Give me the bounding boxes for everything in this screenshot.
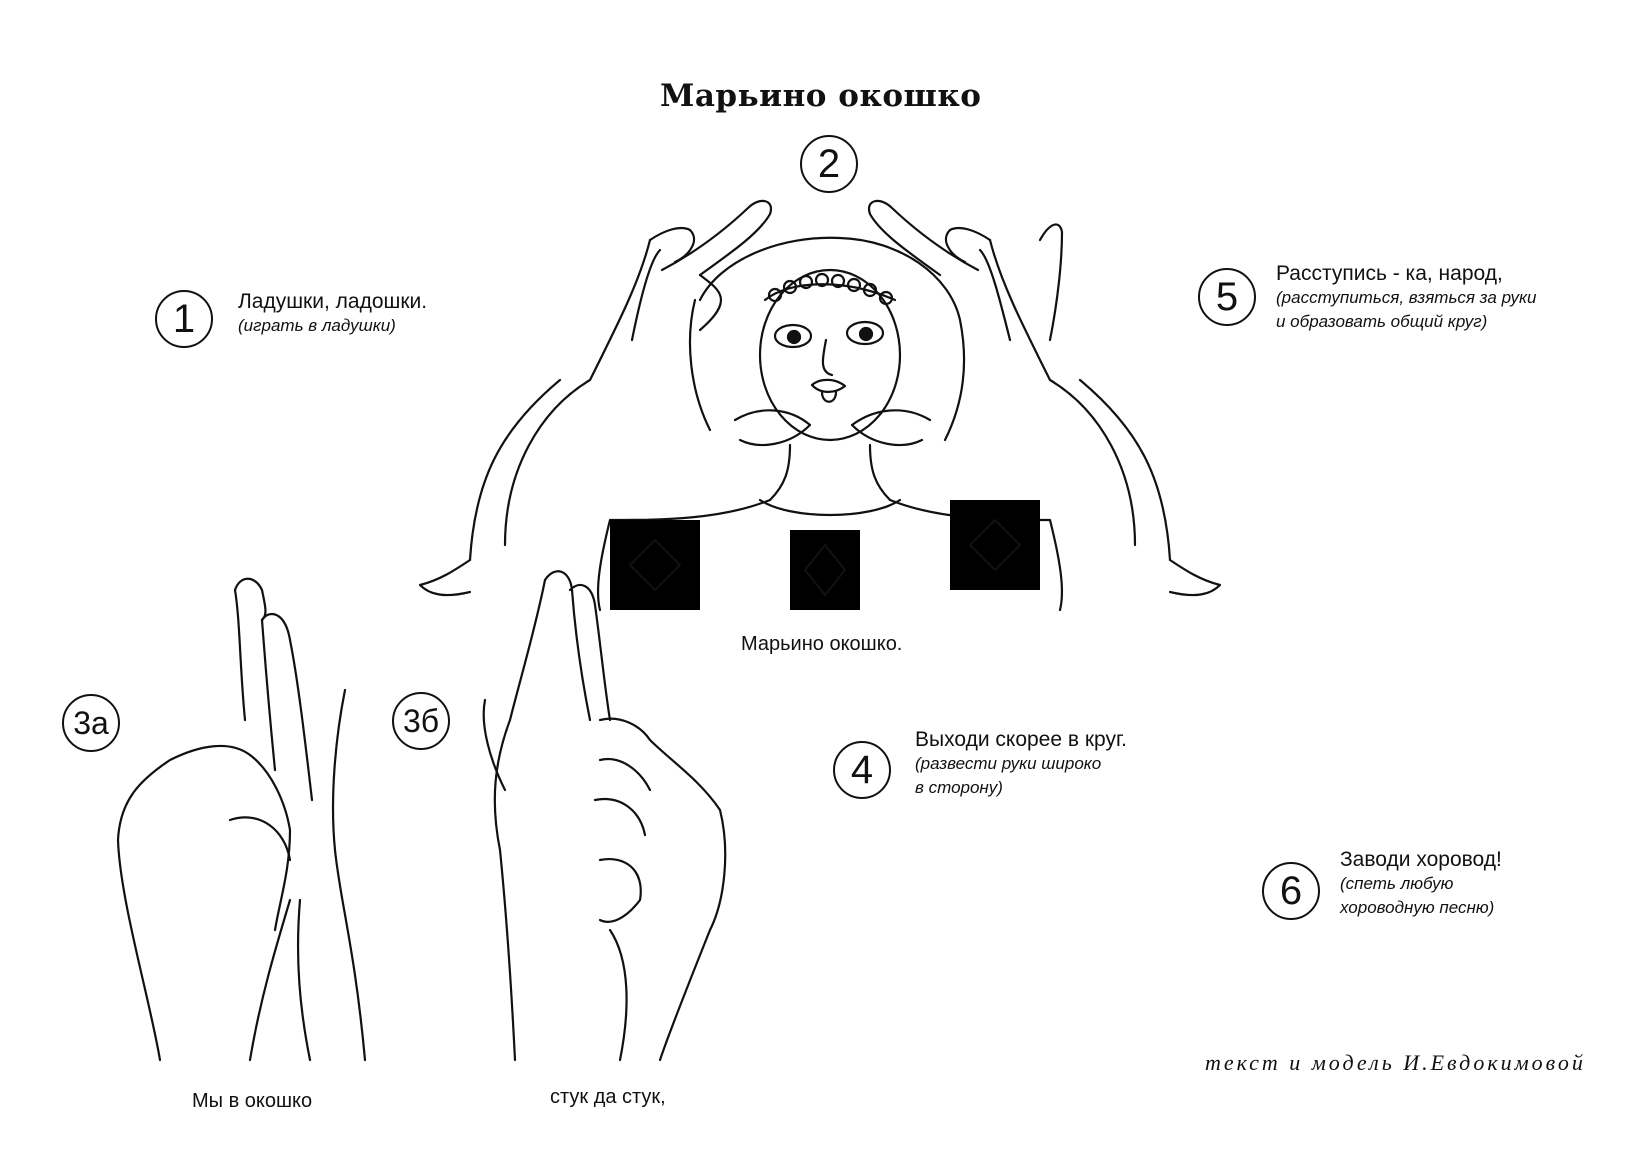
step-1-hint: (играть в ладушки)	[238, 316, 396, 335]
step-number-5: 5	[1198, 268, 1256, 326]
step-5-hint-2: и образовать общий круг)	[1276, 312, 1488, 331]
step-5-main: Расступись - ка, народ,	[1276, 262, 1503, 285]
hands-b-caption: стук да стук,	[550, 1086, 666, 1108]
step-6-main: Заводи хоровод!	[1340, 848, 1502, 871]
page-title: Марьино окошко	[660, 78, 982, 114]
step-6-hint-2: хороводную песню)	[1340, 898, 1495, 917]
hands-a-caption: Мы в окошко	[192, 1090, 313, 1112]
step-number-3a: 3а	[62, 694, 120, 752]
step-4-hint-2: в сторону)	[915, 778, 1003, 797]
author-credit: текст и модель И.Евдокимовой	[1205, 1050, 1586, 1075]
step-5-hint-1: (расступиться, взяться за руки	[1276, 288, 1537, 307]
step-number-4: 4	[833, 741, 891, 799]
step-4-main: Выходи скорее в круг.	[915, 728, 1127, 751]
step-number-1: 1	[155, 290, 213, 348]
step-1-main: Ладушки, ладошки.	[238, 290, 428, 313]
center-caption: Марьино окошко.	[741, 633, 903, 655]
step-number-3b: 3б	[392, 692, 450, 750]
step-4-hint-1: (развести руки широко	[915, 754, 1102, 773]
step-number-6: 6	[1262, 862, 1320, 920]
step-6-hint-1: (спеть любую	[1340, 874, 1454, 893]
step-number-2: 2	[800, 135, 858, 193]
